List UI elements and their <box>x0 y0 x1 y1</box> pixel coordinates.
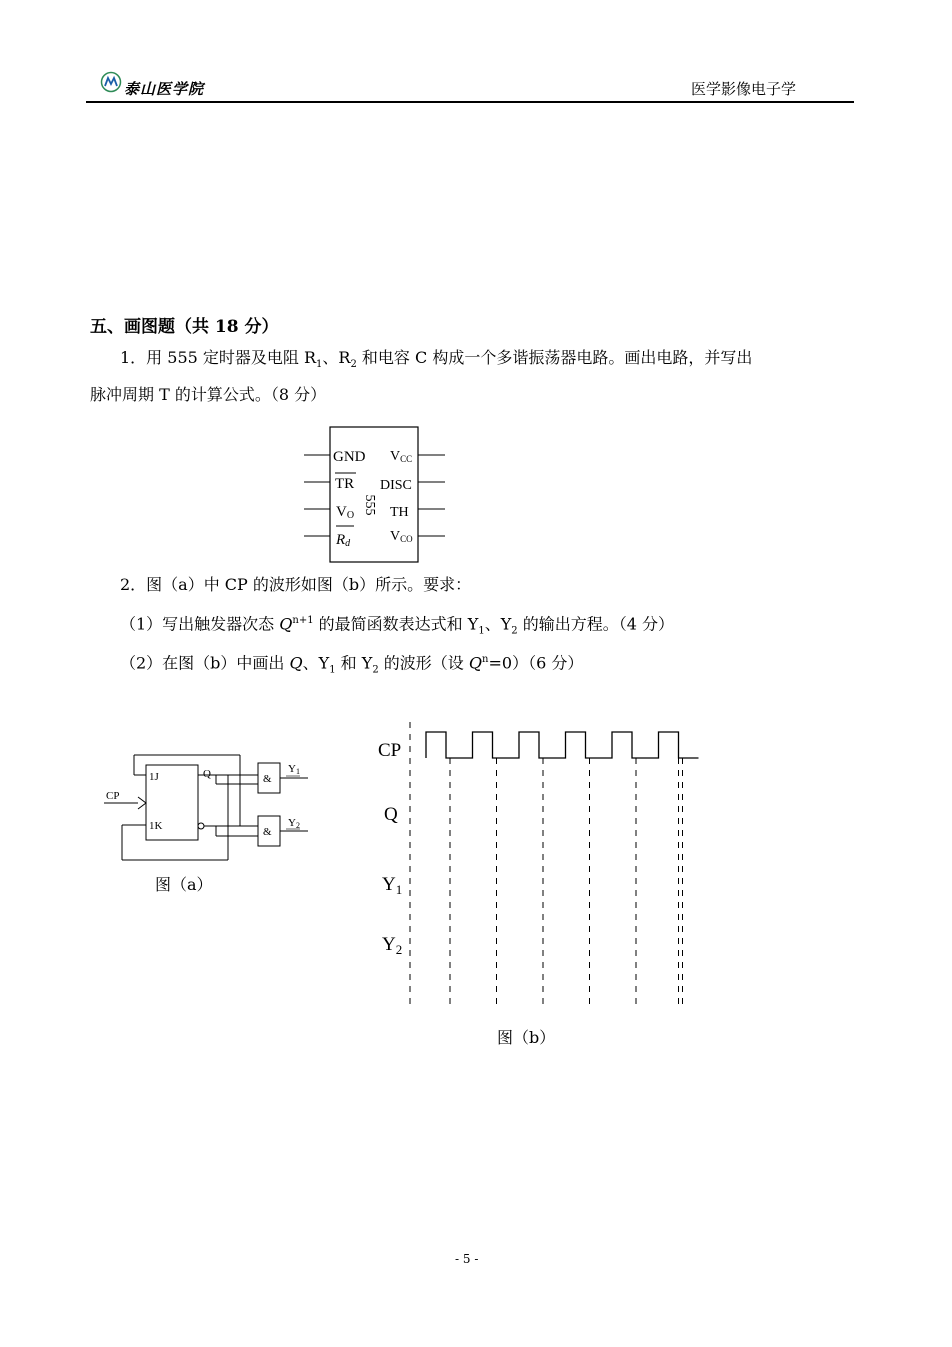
figure-b-caption: 图（b） <box>497 1028 556 1047</box>
timer-555-chip-diagram <box>300 425 450 565</box>
page-number: - 5 - <box>455 1252 479 1266</box>
pin-disc-label: DISC <box>380 478 412 493</box>
cp-input-label: CP <box>106 790 120 802</box>
question-2-part-1: （1）写出触发器次态 $Q^{n+1}$ 的最简函数表达式和 $Y_1$、$Y_2$ 的输出方程。（4 分） <box>120 614 675 637</box>
course-name: 医学影像电子学 <box>691 80 797 98</box>
pin-rd-label: Rd <box>336 532 351 549</box>
figure-b-waveform <box>370 720 720 1015</box>
pin-gnd-label: GND <box>333 449 366 465</box>
y1-output-label: Y1 <box>288 763 300 776</box>
pin-vcc-label: VCC <box>390 449 413 464</box>
header-rule <box>86 101 854 103</box>
section-title: 五、画图题（共 18 分） <box>90 317 279 337</box>
wave-label-cp: CP <box>378 740 402 761</box>
school-logo-icon <box>100 71 122 93</box>
question-1-line-1: 1．用 555 定时器及电阻 $R_1$、$R_2$ 和电容 C 构成一个多谐振荡器电路。画出电路，并写出 <box>120 348 753 371</box>
wave-label-y1: $Y_1$ <box>382 874 403 897</box>
figure-a-caption: 图（a） <box>155 875 213 894</box>
y2-output-label: Y2 <box>288 817 300 830</box>
ff-j-label: 1J <box>149 771 159 783</box>
wave-label-y2: $Y_2$ <box>382 934 403 957</box>
ff-q-label: Q <box>203 768 211 780</box>
pin-vco-label: VCO <box>390 529 413 544</box>
pin-vo-label: VO <box>336 504 355 521</box>
pin-tr-label: TR <box>335 476 355 492</box>
and-gate-1-label: & <box>263 773 272 785</box>
wave-label-q: Q <box>384 804 398 825</box>
figure-a-circuit <box>100 750 320 870</box>
school-name: 泰山医学院 <box>124 80 205 98</box>
pin-th-label: TH <box>390 505 409 520</box>
chip-555-label: 555 <box>362 494 377 516</box>
and-gate-2-label: & <box>263 826 272 838</box>
question-2-part-2: （2）在图（b）中画出 Q、$Y_1$ 和 $Y_2$ 的波形（设 $Q^n=0)(6$ 分） <box>120 653 584 676</box>
cp-waveform <box>426 732 699 758</box>
question-1-line-2: 脉冲周期 T 的计算公式。（8 分） <box>90 385 327 404</box>
question-2-line: 2．图（a）中 CP 的波形如图（b）所示。要求： <box>120 575 472 594</box>
ff-k-label: 1K <box>149 820 163 832</box>
